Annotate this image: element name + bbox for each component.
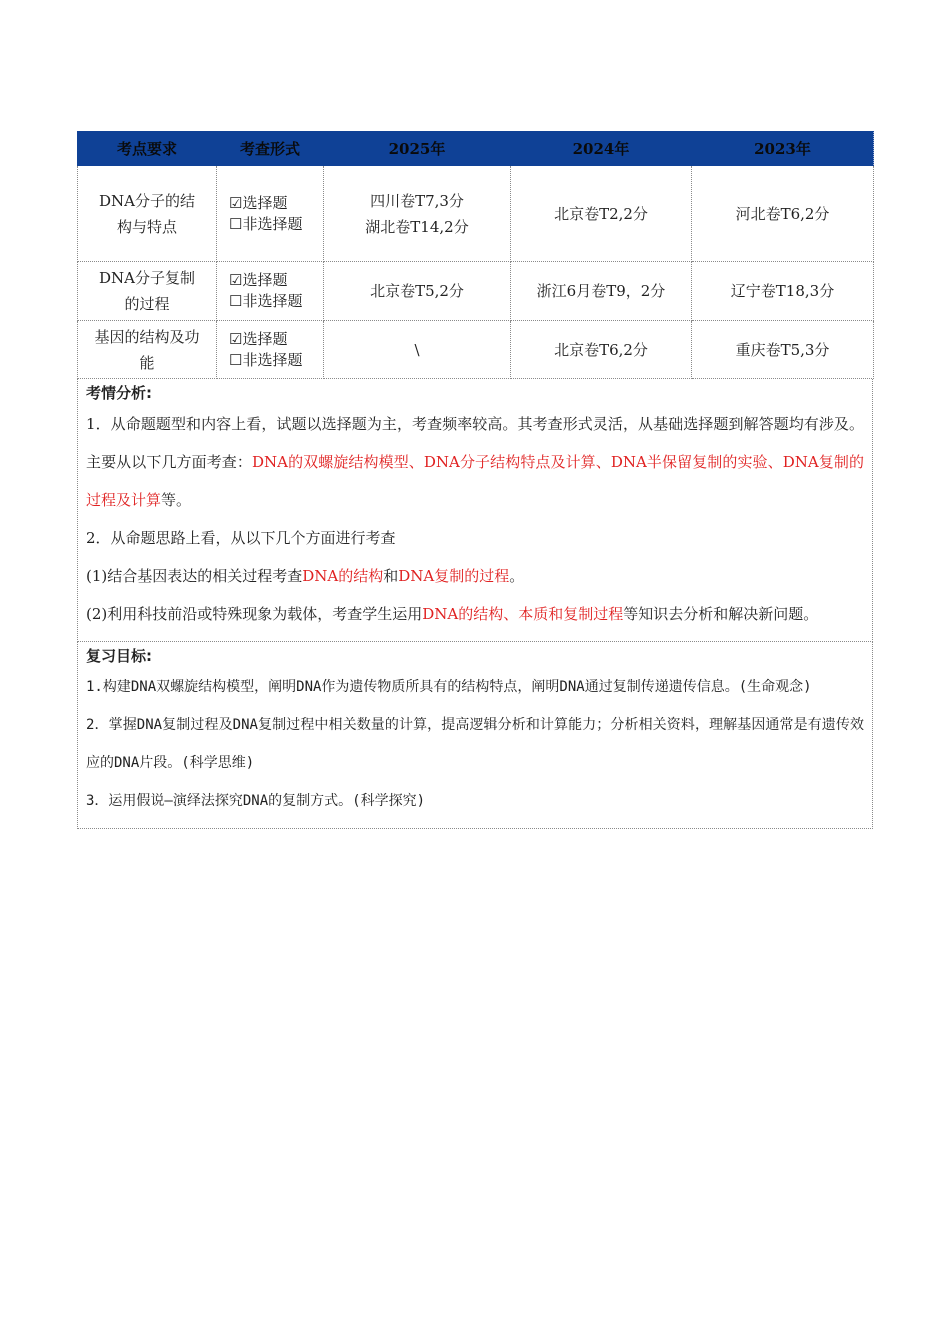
year-2023-cell: 重庆卷T5,3分 bbox=[692, 321, 874, 379]
goal-item: 2．掌握DNA复制过程及DNA复制过程中相关数量的计算，提高逻辑分析和计算能力；分析相关资料，理解基因通常是有遗传效应的DNA片段。(科学思维) bbox=[86, 717, 864, 771]
format-cell bbox=[217, 321, 324, 379]
topic-line: 能 bbox=[139, 353, 155, 372]
header-2023: 2023年 bbox=[692, 132, 874, 166]
analysis-paragraph-1 bbox=[86, 405, 864, 519]
analysis-highlight: DNA的双螺旋结构模型、DNA分子结构特点及计算、DNA半保留复制的实验、DNA复制的过程及计算 bbox=[86, 453, 864, 509]
analysis-highlight: DNA的结构、本质和复制过程 bbox=[422, 605, 624, 623]
table-row bbox=[78, 321, 874, 379]
topic-cell bbox=[78, 262, 217, 321]
header-2024: 2024年 bbox=[511, 132, 692, 166]
analysis-text: 等知识去分析和解决新问题。 bbox=[623, 605, 819, 623]
year-2025-cell bbox=[324, 166, 511, 262]
analysis-paragraph-4 bbox=[86, 595, 864, 633]
goal-item: 1.构建DNA双螺旋结构模型，阐明DNA作为遗传物质所具有的结构特点，阐明DNA通过复制传递遗传信息。(生命观念) bbox=[86, 679, 812, 695]
year-2023-cell: 河北卷T6,2分 bbox=[692, 166, 874, 262]
table-row bbox=[78, 166, 874, 262]
nonchoice-unchecked: ☐非选择题 bbox=[229, 292, 303, 310]
analysis-highlight: DNA复制的过程 bbox=[398, 567, 510, 585]
choice-checked: ☑选择题 bbox=[229, 329, 288, 348]
year-2024-cell: 北京卷T6,2分 bbox=[511, 321, 692, 379]
exam-overview-page bbox=[77, 131, 873, 829]
year-2023-cell: 辽宁卷T18,3分 bbox=[692, 262, 874, 321]
year-2024-cell: 浙江6月卷T9，2分 bbox=[511, 262, 692, 321]
format-cell bbox=[217, 262, 324, 321]
header-topic: 考点要求 bbox=[78, 132, 217, 166]
analysis-title: 考情分析: bbox=[86, 384, 152, 402]
goals-title: 复习目标: bbox=[86, 647, 152, 665]
analysis-text: 等。 bbox=[161, 491, 192, 509]
analysis-highlight: DNA的结构 bbox=[302, 567, 384, 585]
analysis-text: (1)结合基因表达的相关过程考查 bbox=[86, 567, 303, 585]
exam-points-table bbox=[77, 131, 874, 379]
table-header-row bbox=[78, 132, 874, 166]
nonchoice-unchecked: ☐非选择题 bbox=[229, 214, 303, 233]
analysis-text: (2)利用科技前沿或特殊现象为载体，考查学生运用 bbox=[86, 605, 423, 623]
analysis-text: 。 bbox=[509, 567, 525, 585]
topic-line: DNA分子复制 bbox=[99, 269, 195, 287]
topic-cell bbox=[78, 166, 217, 262]
table-row bbox=[78, 262, 874, 321]
year-2025-cell: \ bbox=[324, 321, 511, 379]
analysis-paragraph-2: 2．从命题思路上看，从以下几个方面进行考查 bbox=[86, 529, 396, 547]
exam-ref: 湖北卷T14,2分 bbox=[365, 217, 469, 236]
topic-line: 基因的结构及功 bbox=[94, 327, 200, 346]
analysis-text: 和 bbox=[383, 567, 399, 585]
header-format: 考查形式 bbox=[217, 132, 324, 166]
goal-item: 3．运用假说—演绎法探究DNA的复制方式。(科学探究) bbox=[86, 793, 425, 809]
choice-checked: ☑选择题 bbox=[229, 271, 288, 289]
analysis-paragraph-3 bbox=[86, 557, 864, 595]
review-goals-section bbox=[77, 642, 873, 829]
choice-checked: ☑选择题 bbox=[229, 193, 288, 212]
topic-line: 的过程 bbox=[124, 295, 170, 313]
year-2025-cell: 北京卷T5,2分 bbox=[324, 262, 511, 321]
header-2025: 2025年 bbox=[324, 132, 511, 166]
analysis-section bbox=[77, 379, 873, 642]
format-cell bbox=[217, 166, 324, 262]
exam-ref: 四川卷T7,3分 bbox=[370, 191, 464, 210]
year-2024-cell: 北京卷T2,2分 bbox=[511, 166, 692, 262]
topic-cell bbox=[78, 321, 217, 379]
analysis-text: 1．从命题题型和内容上看，试题以选择题为主，考查频率较高。其考查形式灵活，从基础选择题到解答题均有涉及。主要从以下几方面考查： bbox=[86, 415, 864, 471]
topic-line: DNA分子的结 bbox=[99, 191, 195, 210]
topic-line: 构与特点 bbox=[116, 217, 177, 236]
nonchoice-unchecked: ☐非选择题 bbox=[229, 350, 303, 369]
